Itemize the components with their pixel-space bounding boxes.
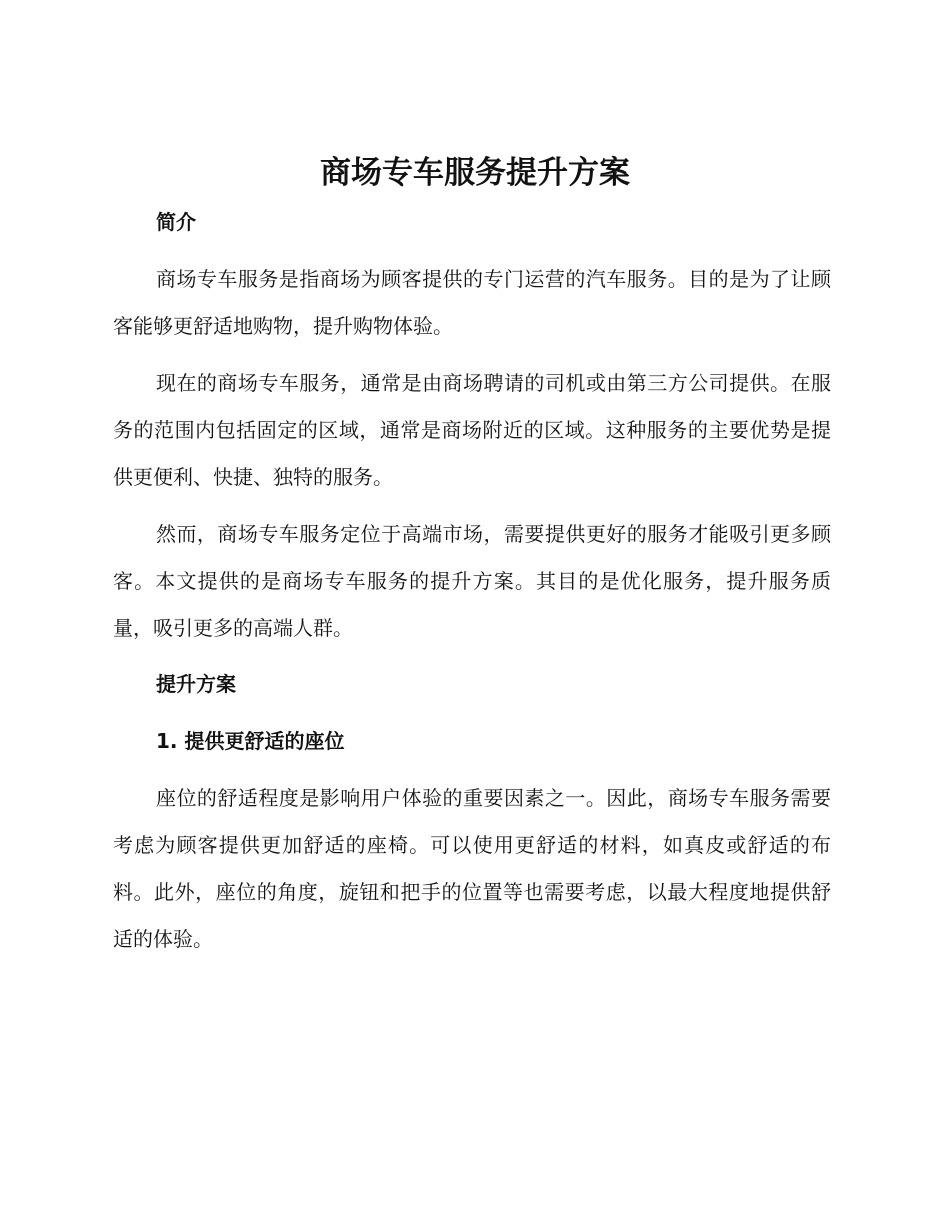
- subsection-heading-1: 1. 提供更舒适的座位: [156, 729, 345, 753]
- subsection-1-paragraph: 座位的舒适程度是影响用户体验的重要因素之一。因此，商场专车服务需要考虑为顾客提供更加舒适的座椅。可以使用更舒适的材料，如真皮或舒适的布料。此外，座位的角度，旋钮和把手的位置等也需要考虑，以最大程度地提供舒适的体验。: [113, 786, 831, 951]
- document-title: 商场专车服务提升方案: [320, 155, 630, 191]
- section-heading-plan: 提升方案: [156, 672, 236, 696]
- intro-paragraph-1: 商场专车服务是指商场为顾客提供的专门运营的汽车服务。目的是为了让顾客能够更舒适地购物，提升购物体验。: [113, 267, 831, 338]
- intro-paragraph-3: 然而，商场专车服务定位于高端市场，需要提供更好的服务才能吸引更多顾客。本文提供的是商场专车服务的提升方案。其目的是优化服务，提升服务质量，吸引更多的高端人群。: [113, 522, 831, 640]
- section-heading-intro: 简介: [156, 210, 196, 234]
- intro-paragraph-2: 现在的商场专车服务，通常是由商场聘请的司机或由第三方公司提供。在服务的范围内包括固定的区域，通常是商场附近的区域。这种服务的主要优势是提供更便利、快捷、独特的服务。: [113, 371, 831, 489]
- document-body: [113, 202, 831, 963]
